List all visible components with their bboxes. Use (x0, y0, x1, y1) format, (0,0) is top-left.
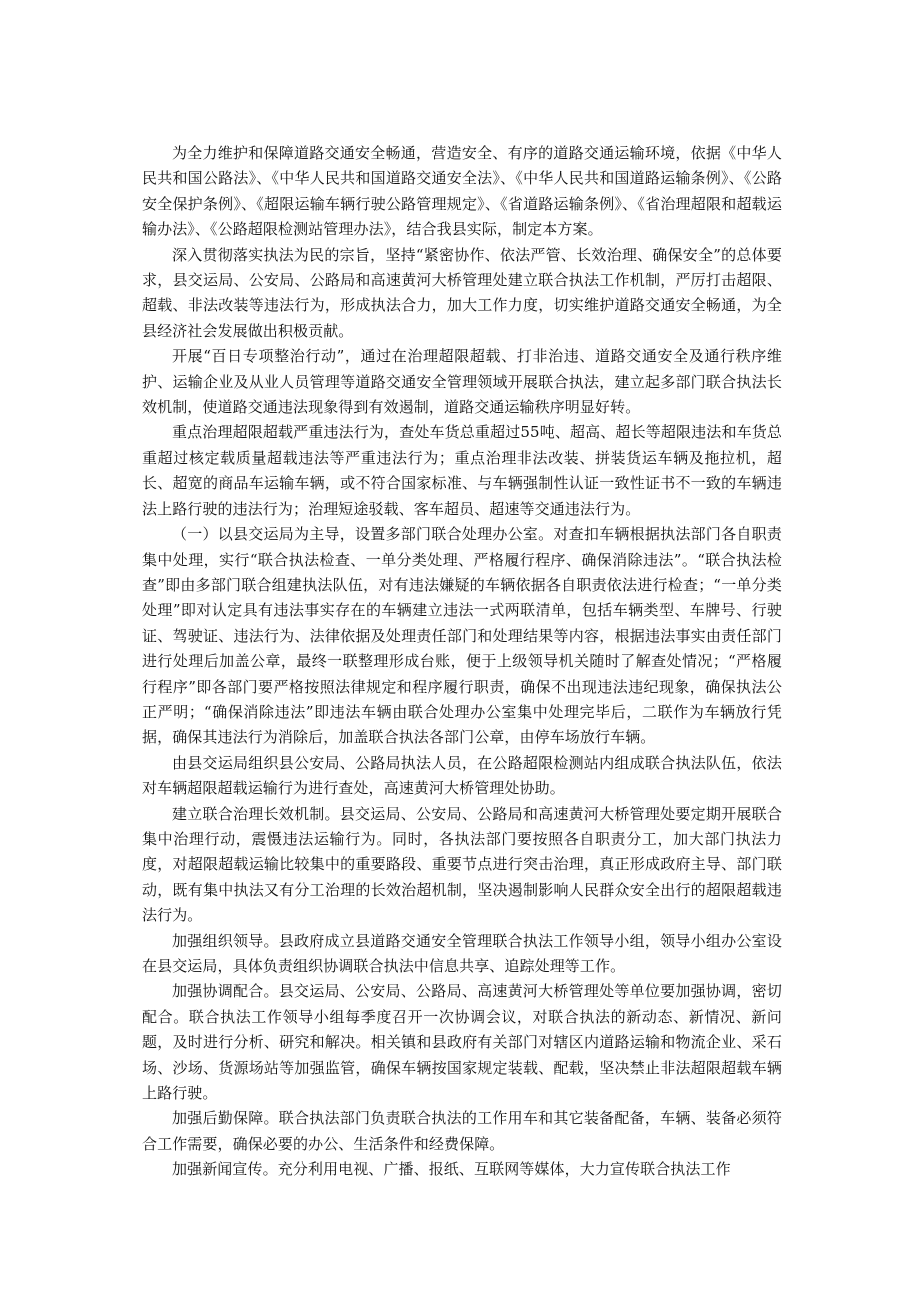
paragraph-intro: 为全力维护和保障道路交通安全畅通，营造安全、有序的道路交通运输环境，依据《中华人民共和国公路法》、《中华人民共和国道路交通安全法》、《中华人民共和国道路运输条例》、《公路安全保护条例》、《超限运输车辆行驶公路管理规定》、《省道路运输条例》、《省治理超限和超载运输办法》、《公路超限检测站管理办法》，结合我县实际，制定本方案。 (142, 144, 782, 239)
paragraph-long-term-mechanism: 建立联合治理长效机制。县交运局、公安局、公路局和高速黄河大桥管理处要定期开展联合集中治理行动，震慑违法运输行为。同时，各执法部门要按照各自职责分工，加大部门执法力度，对超限超载运输比较集中的重要路段、重要节点进行突击治理，真正形成政府主导、部门联动，既有集中执法又有分工治理的长效治超机制，坚决遏制影响人民群众安全出行的超限超载违法行为。 (142, 804, 782, 925)
paragraph-publicity: 加强新闻宣传。充分利用电视、广播、报纸、互联网等媒体，大力宣传联合执法工作 (172, 1160, 731, 1179)
paragraph-key-tasks: 重点治理超限超载严重违法行为，查处车货总重超过55吨、超高、超长等超限违法和车货总重超过核定载质量超载违法等严重违法行为；重点治理非法改装、拼装货运车辆及拖拉机，超长、超宽的商品车运输车辆，或不符合国家标准、与车辆强制性认证一致性证书不一致的车辆违法上路行驶的违法行为；治理短途驳载、客车超员、超速等交通违法行为。 (142, 423, 782, 518)
paragraph-goal: 开展“百日专项整治行动”，通过在治理超限超载、打非治违、道路交通安全及通行秩序维护、运输企业及从业人员管理等道路交通安全管理领域开展联合执法，建立起多部门联合执法长效机制，使道路交通违法现象得到有效遏制，道路交通运输秩序明显好转。 (142, 347, 782, 417)
document-body (142, 141, 782, 1183)
paragraph-leadership: 加强组织领导。县政府成立县道路交通安全管理联合执法工作领导小组，领导小组办公室设在县交运局，具体负责组织协调联合执法中信息共享、追踪处理等工作。 (142, 931, 782, 975)
paragraph-logistics: 加强后勤保障。联合执法部门负责联合执法的工作用车和其它装备配备，车辆、装备必须符合工作需要，确保必要的办公、生活条件和经费保障。 (142, 1109, 782, 1153)
paragraph-coordination: 加强协调配合。县交运局、公安局、公路局、高速黄河大桥管理处等单位要加强协调，密切配合。联合执法工作领导小组每季度召开一次协调会议，对联合执法的新动态、新情况、新问题，及时进行分析、研究和解决。相关镇和县政府有关部门对辖区内道路运输和物流企业、采石场、沙场、货源场站等加强监管，确保车辆按国家规定装载、配载，坚决禁止非法超限超载车辆上路行驶。 (142, 982, 782, 1103)
paragraph-guiding-principle: 深入贯彻落实执法为民的宗旨，坚持“紧密协作、依法严管、长效治理、确保安全”的总体要求，县交运局、公安局、公路局和高速黄河大桥管理处建立联合执法工作机制，严厉打击超限、超载、非法改装等违法行为，形成执法合力，加大工作力度，切实维护道路交通安全畅通，为全县经济社会发展做出积极贡献。 (142, 245, 782, 340)
paragraph-enforcement-team: 由县交运局组织县公安局、公路局执法人员，在公路超限检测站内组成联合执法队伍，依法对车辆超限超载运输行为进行查处，高速黄河大桥管理处协助。 (142, 753, 782, 798)
paragraph-joint-office: （一）以县交运局为主导，设置多部门联合处理办公室。对查扣车辆根据执法部门各自职责集中处理，实行“联合执法检查、一单分类处理、严格履行程序、确保消除违法”。“联合执法检查”即由多部门联合组建执法队伍，对有违法嫌疑的车辆依据各自职责依法进行检查；“一单分类处理”即对认定具有违法事实存在的车辆建立违法一式两联清单，包括车辆类型、车牌号、行驶证、驾驶证、违法行为、法律依据及处理责任部门和处理结果等内容，根据违法事实由责任部门进行处理后加盖公章，最终一联整理形成台账，便于上级领导机关随时了解查处情况；“严格履行程序”即各部门要严格按照法律规定和程序履行职责，确保不出现违法违纪现象，确保执法公正严明；“确保消除违法”即违法车辆由联合处理办公室集中处理完毕后，二联作为车辆放行凭据，确保其违法行为消除后，加盖联合执法各部门公章，由停车场放行车辆。 (142, 525, 782, 747)
